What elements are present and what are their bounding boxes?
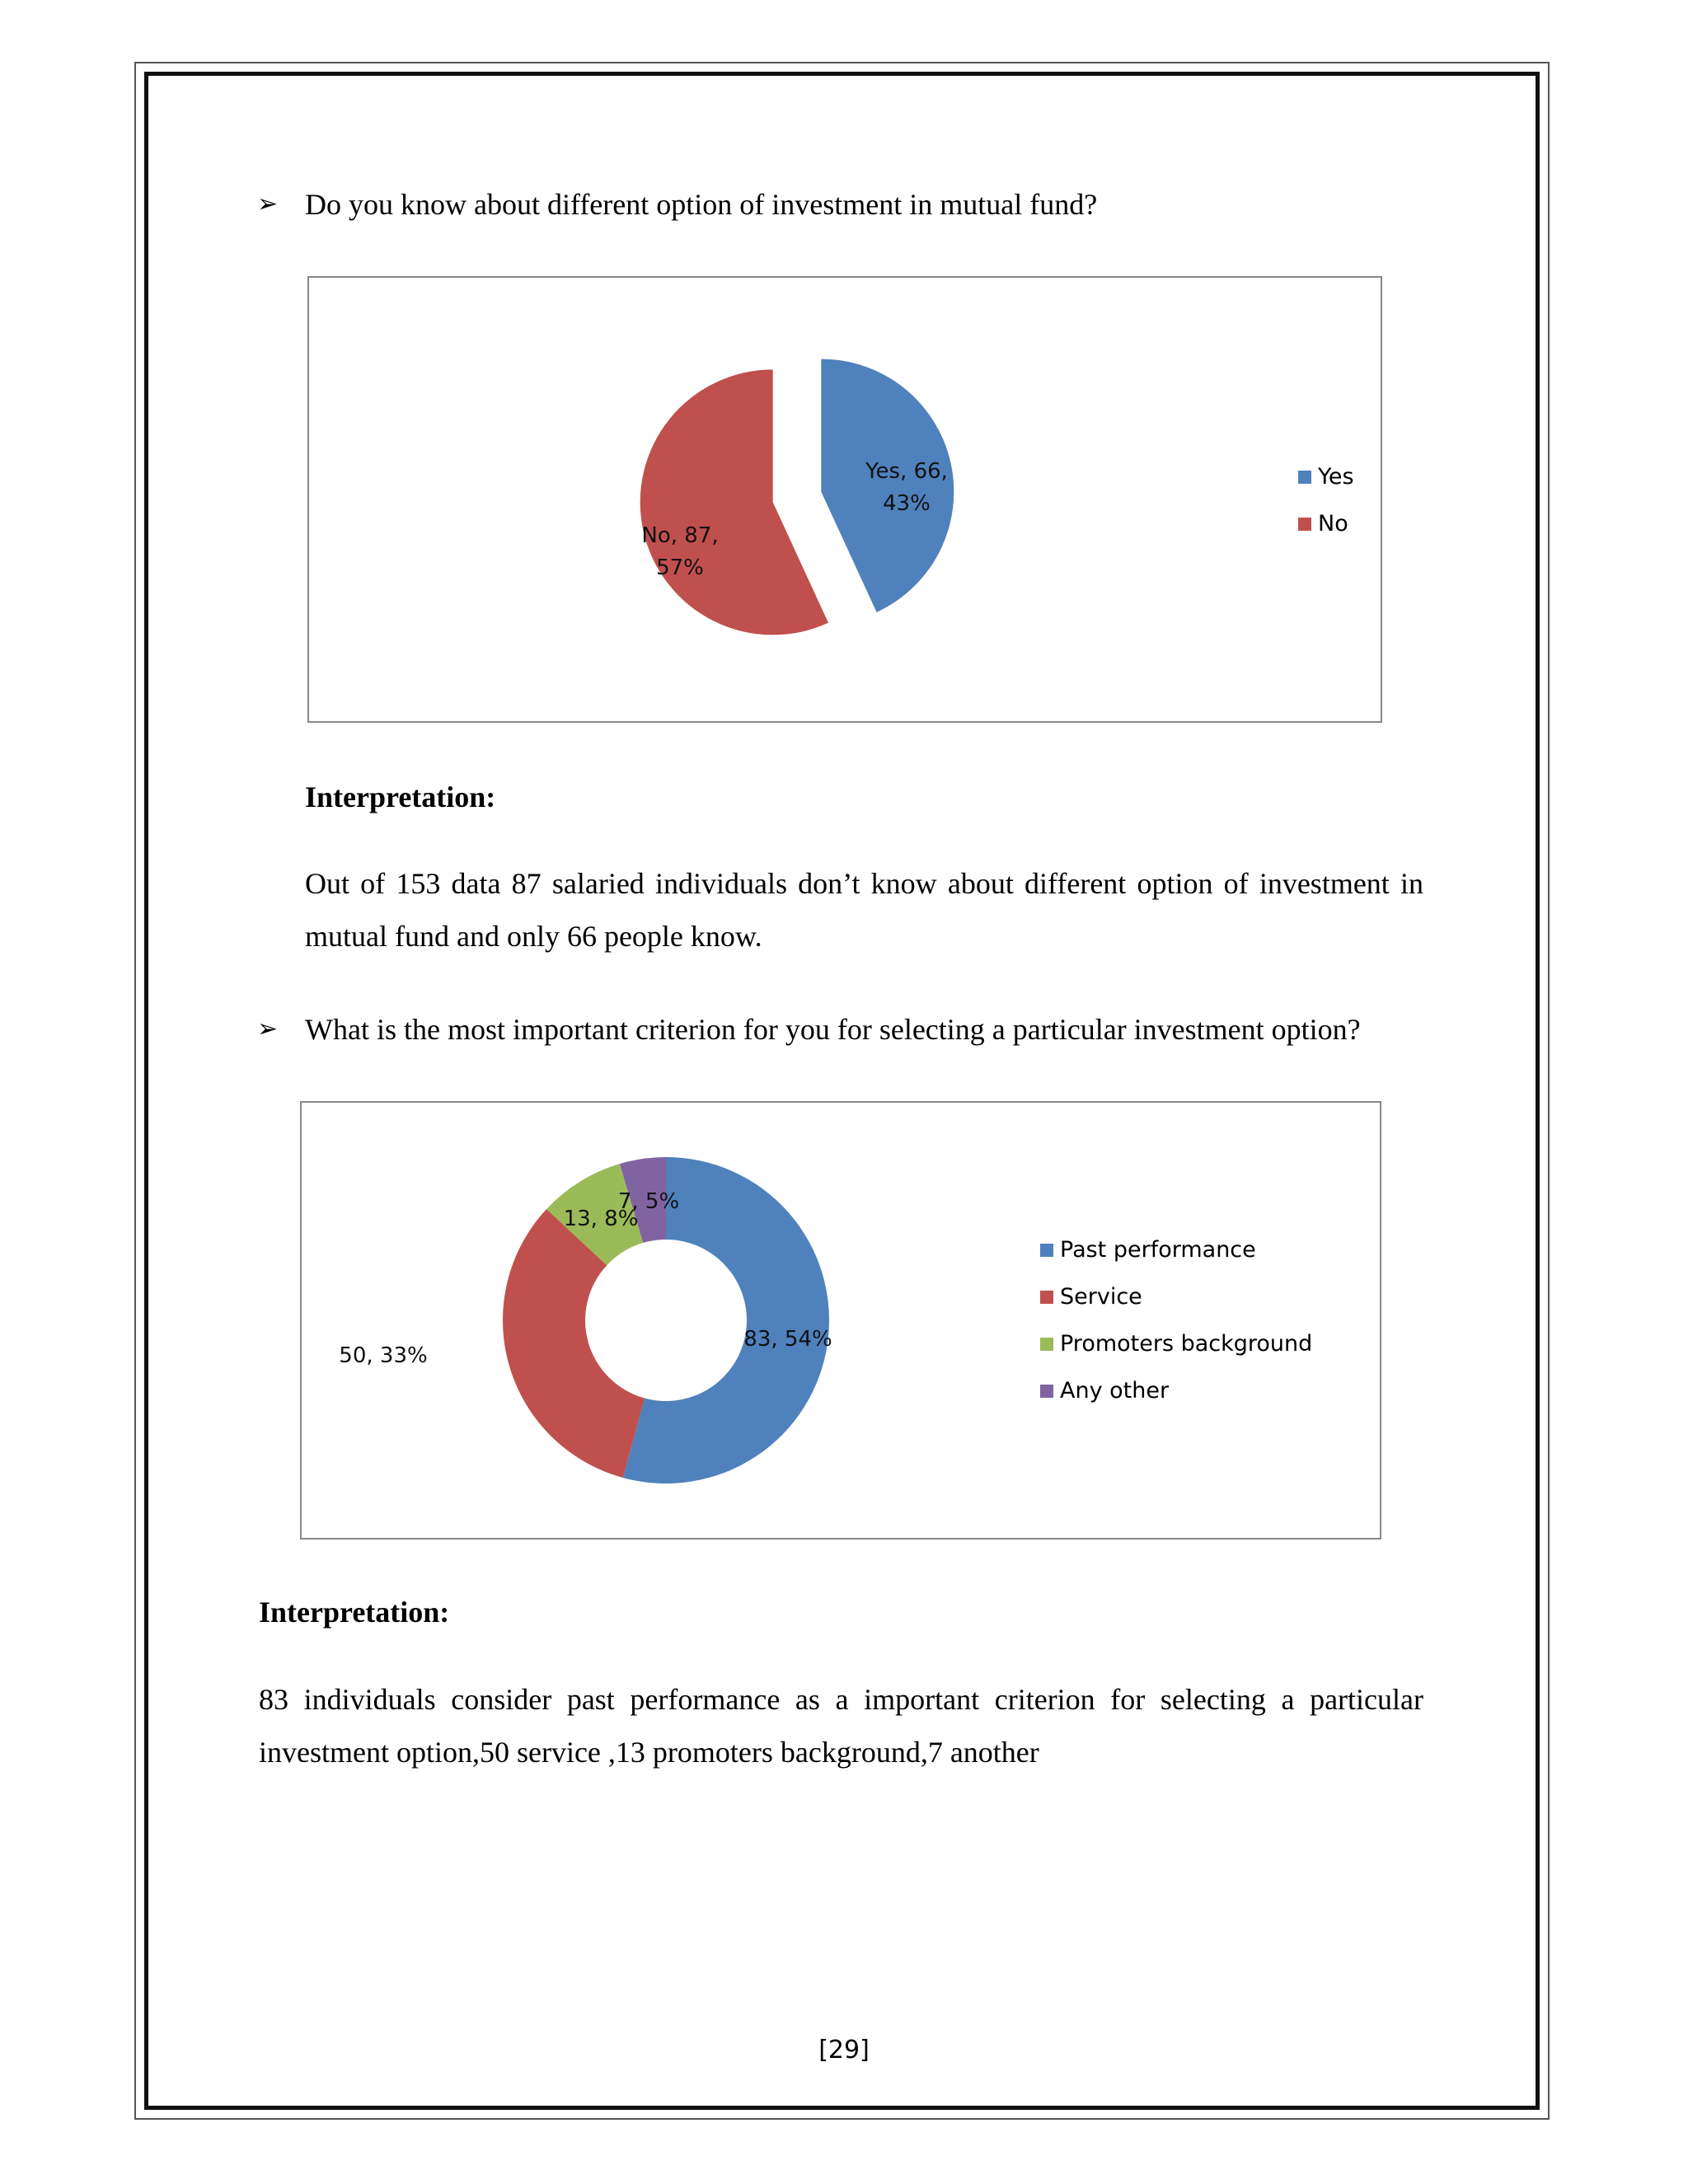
legend-swatch: [1040, 1291, 1053, 1304]
data-label-yes-line2: 43%: [883, 491, 931, 516]
interpretation-2-text: 83 individuals consider past performance as a important criterion for selecting a particular investment option,50 service ,13 promoters background,7 another: [259, 1683, 1423, 1769]
data-label-no-line1: No, 87,: [641, 523, 719, 548]
legend-item-promoters-background: [1040, 1320, 1312, 1367]
doughnut-legend: [1040, 1226, 1312, 1414]
data-label-yes-line1: Yes, 66,: [865, 459, 948, 484]
data-label-past-performance: 83, 54%: [743, 1327, 832, 1352]
legend-swatch: [1040, 1385, 1053, 1398]
interpretation-2-heading: Interpretation:: [259, 1596, 450, 1629]
interpretation-1-heading: Interpretation:: [305, 780, 496, 813]
legend-label: Promoters background: [1060, 1331, 1313, 1357]
legend-swatch: [1040, 1338, 1053, 1351]
legend-label: Service: [1060, 1284, 1142, 1310]
legend-label: No: [1318, 511, 1348, 537]
legend-item-service: [1040, 1273, 1312, 1320]
pie-chart-svg: [309, 278, 1384, 724]
bullet-arrow: ➢: [257, 190, 279, 218]
question-2-text: What is the most important criterion for you for selecting a particular investment option?: [305, 1013, 1361, 1046]
data-label-promoters-background: 13, 8%: [563, 1207, 639, 1231]
data-label-any-other: 7, 5%: [617, 1189, 680, 1214]
pie-slice-yes: [821, 359, 954, 612]
legend-label: Past performance: [1060, 1237, 1256, 1263]
legend-swatch: [1298, 471, 1311, 484]
pie-slice-no: [640, 369, 828, 635]
legend-swatch: [1040, 1244, 1053, 1257]
pie-legend: [1298, 453, 1354, 547]
data-label-no-line2: 57%: [656, 555, 704, 580]
legend-item-no: [1298, 500, 1354, 547]
page-number: [29]: [818, 2036, 870, 2064]
legend-label: Any other: [1060, 1378, 1170, 1404]
legend-swatch: [1298, 518, 1311, 531]
legend-label: Yes: [1318, 464, 1354, 490]
legend-item-yes: [1298, 453, 1354, 500]
interpretation-1-text: Out of 153 data 87 salaried individuals don’t know about different option of investment in mutual fund and only 66 people know.: [305, 867, 1423, 953]
pie-chart-investment-awareness: [307, 276, 1382, 723]
question-1-text: Do you know about different option of investment in mutual fund?: [305, 188, 1098, 221]
legend-item-past-performance: [1040, 1226, 1312, 1273]
data-label-service: 50, 33%: [339, 1343, 428, 1368]
legend-item-any-other: [1040, 1367, 1312, 1414]
doughnut-chart-criterion: [300, 1101, 1381, 1540]
bullet-arrow: ➢: [257, 1015, 279, 1043]
